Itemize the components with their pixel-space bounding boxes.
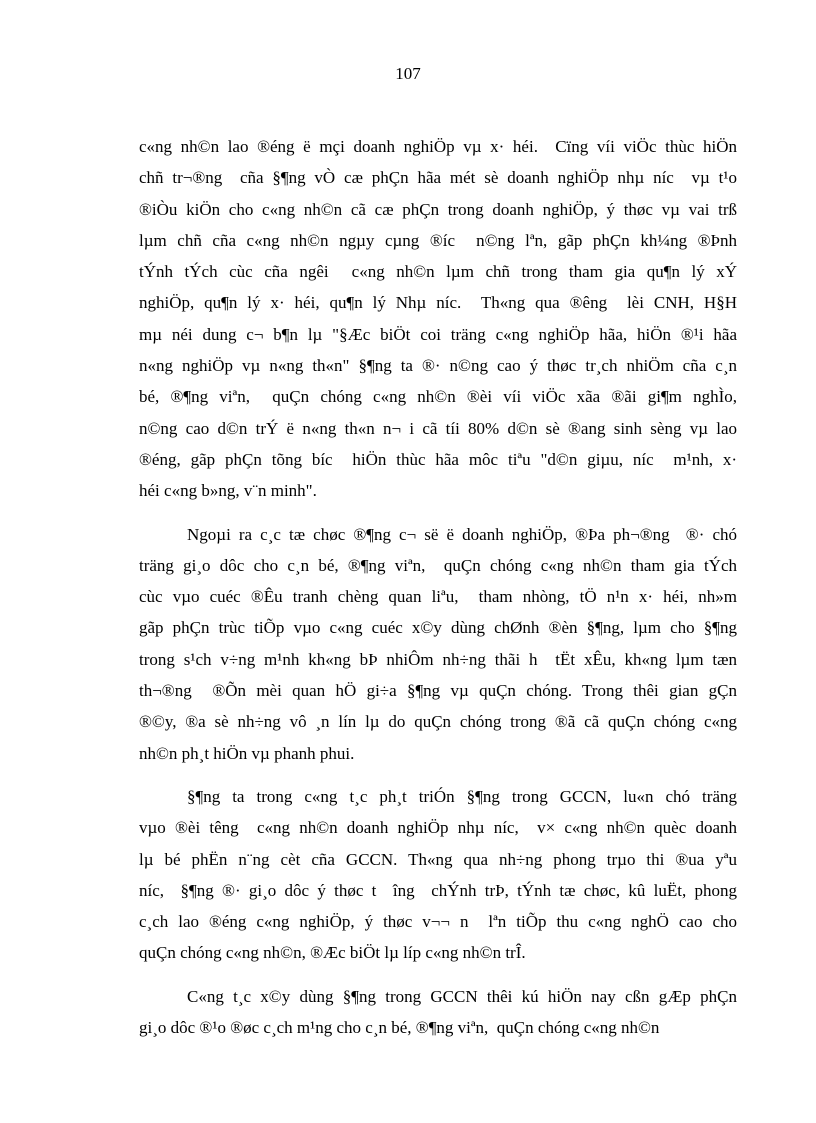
text-line: níc, §¶ng ®· gi¸o dôc ý thøc t îng chÝnh trÞ, tÝnh tæ chøc, kû luËt, phong [139,880,737,900]
text-line: ®©y, ®a sè nh÷ng vô ¸n lín lµ do quÇn chóng trong ®ã cã quÇn chóng c«ng [139,712,737,732]
paragraph-4 [139,981,737,1044]
text-line: nghiÖp, qu¶n lý x· héi, qu¶n lý Nhµ níc. Th«ng qua ®êng lèi CNH, H§H [139,293,737,313]
page-number: 107 [395,64,421,83]
text-line: lµ bé phËn n¨ng cèt cña GCCN. Th«ng qua nh÷ng phong trµo thi ®ua yªu [139,849,737,869]
text-line: c¸ch lao ®éng c«ng nghiÖp, ý thøc v¬¬ n lªn tiÕp thu c«ng nghÖ cao cho [139,912,737,932]
text-line: §¶ng ta trong c«ng t¸c ph¸t triÓn §¶ng trong GCCN, lu«n chó träng [187,786,737,806]
text-line: vµo ®èi têng c«ng nh©n doanh nghiÖp nhµ níc, v× c«ng nh©n quèc doanh [139,818,737,838]
text-line: c«ng nh©n lao ®éng ë mçi doanh nghiÖp vµ x· héi. Cïng víi viÖc thùc hiÖn [139,137,737,156]
text-line: trong s¹ch v÷ng m¹nh kh«ng bÞ nhiÔm nh÷ng thãi h tËt xÊu, kh«ng lµm tæn [139,649,737,669]
text-line: chñ tr¬®ng cña §¶ng vÒ cæ phÇn hãa mét sè doanh nghiÖp nhµ níc vµ t¹o [139,168,737,188]
paragraph-1 [139,131,737,507]
text-line: träng gi¸o dôc cho c¸n bé, ®¶ng viªn, quÇn chóng c«ng nh©n tham gia tÝch [139,555,737,575]
text-line: quÇn chóng c«ng nh©n, ®Æc biÖt lµ líp c«ng nh©n trÎ. [139,943,526,963]
text-line: C«ng t¸c x©y dùng §¶ng trong GCCN thêi kú hiÖn nay cßn gÆp phÇn [187,986,737,1006]
text-line: n«ng nghiÖp vµ n«ng th«n" §¶ng ta ®· n©ng cao ý thøc tr¸ch nhiÖm cña c¸n [139,356,737,376]
paragraph-3 [139,781,737,969]
text-line: gi¸o dôc ®¹o ®øc c¸ch m¹ng cho c¸n bé, ®¶ng viªn, quÇn chóng c«ng nh©n [139,1018,660,1038]
text-line: héi c«ng b»ng, v¨n minh". [139,481,317,501]
text-line: th¬®ng ®Õn mèi quan hÖ gi÷a §¶ng vµ quÇn chóng. Trong thêi gian gÇn [139,681,737,701]
text-line: ®éng, gãp phÇn tõng bíc hiÖn thùc hãa môc tiªu "d©n giµu, níc m¹nh, x· [139,449,737,469]
text-line: cùc vµo cuéc ®Êu tranh chèng quan liªu, tham nhòng, tÖ n¹n x· héi, nh»m [139,587,737,607]
text-line: n©ng cao d©n trÝ ë n«ng th«n n¬ i cã tíi 80% d©n sè ®ang sinh sèng vµ lao [139,418,737,438]
body-text [139,131,737,1043]
text-line: tÝnh tÝch cùc cña ngêi c«ng nh©n lµm chñ trong tham gia qu¶n lý xÝ [139,262,737,282]
text-line: nh©n ph¸t hiÖn vµ phanh phui. [139,743,355,763]
text-line: gãp phÇn trùc tiÕp vµo c«ng cuéc x©y dùng chØnh ®èn §¶ng, lµm cho §¶ng [139,618,737,638]
text-line: Ngoµi ra c¸c tæ chøc ®¶ng c¬ së ë doanh nghiÖp, ®Þa ph¬®ng ®· chó [187,524,737,544]
text-line: mµ néi dung c¬ b¶n lµ "§Æc biÖt coi träng c«ng nghiÖp hãa, hiÖn ®¹i hãa [139,324,737,344]
text-line: bé, ®¶ng viªn, quÇn chóng c«ng nh©n ®èi víi viÖc xãa ®ãi gi¶m nghÌo, [139,387,737,407]
text-line: ®iÒu kiÖn cho c«ng nh©n cã cæ phÇn trong doanh nghiÖp, ý thøc vµ vai trß [139,199,737,219]
paragraph-2 [139,519,737,769]
text-line: lµm chñ cña c«ng nh©n ngµy cµng ®íc n©ng lªn, gãp phÇn kh¼ng ®Þnh [139,230,737,250]
